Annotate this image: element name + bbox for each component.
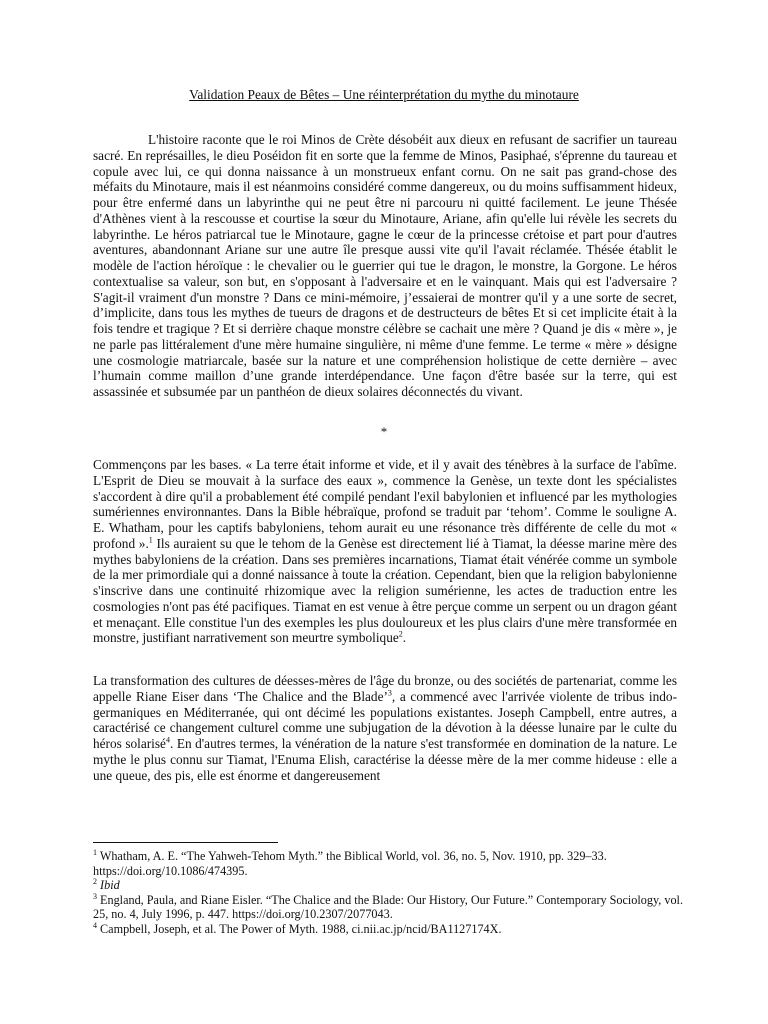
footnote-ref-3[interactable]: 3: [387, 688, 392, 698]
document-title: Validation Peaux de Bêtes – Une réinterprétation du mythe du minotaure: [189, 87, 579, 102]
footnote-mark: 1: [93, 847, 97, 857]
text-run: . En d'autres termes, la vénération de la nature s'est transformée en domination de la nature. Le mythe le plus connu sur Tiamat, l'Enuma Elish, caractérise la déesse mère de la mer comme hideuse : elle a une queue, des pis, elle est énorme et dangereusement: [93, 736, 677, 783]
footnote-mark: 2: [93, 877, 97, 887]
paragraph-tiamat: [93, 457, 677, 646]
footnote-text: Ibid: [100, 878, 120, 893]
footnote-ref-1[interactable]: 1: [148, 535, 153, 545]
paragraph-text: [93, 673, 677, 783]
section-separator: *: [380, 424, 388, 439]
footnote-text: England, Paula, and Riane Eisler. “The Chalice and the Blade: Our History, Our Future.” Contemporary Sociology, vol. 25, no. 4, July 1996, p. 447. https://doi.org/10.2307/2077043.: [93, 892, 683, 922]
text-run: .: [402, 630, 407, 646]
footnote-mark: 4: [93, 920, 97, 930]
text-run: La transformation des cultures de déesses-mères de l'âge du bronze, ou des sociétés de partenariat, comme les appelle Riane Eiser dans ‘The Chalice and the Blade’: [93, 673, 677, 704]
text-run: , a commencé avec l'arrivée violente de tribus indo-germaniques en Méditerranée, qui ont décimé les populations existantes. Joseph Campbell, entre autres, a caractérisé ce changement culturel comme une subjugation de la dévotion à la déesse lunaire par le culte du héros solarisé: [93, 688, 678, 751]
paragraph-text: L'histoire raconte que le roi Minos de Crète désobéit aux dieux en refusant de sacrifier un taureau sacré. En représailles, le dieu Poséidon fit en sorte que la femme de Minos, Pasiphaé, s'éprenne du taureau et copule avec lui, ce qui donna naissance à un monstrueux enfant cornu. On ne sait pas grand-chose des méfaits du Minotaure, mais il est néanmoins considéré comme dangereux, ou du moins suffisamment hideux, pour être enfermé dans un labyrinthe qui ne peut être ni parcouru ni quitté facilement. Le jeune Thésée d'Athènes vient à la rescousse et courtise la sœur du Minotaure, Ariane, afin qu'elle lui révèle les secrets du labyrinthe. Le héros patriarcal tue le Minotaure, gagne le cœur de la princesse crétoise et part pour d'autres aventures, abandonnant Ariane sur une autre île presque aussi vite qu'il l'avait réclamée. Thésée établit le modèle de l'action héroïque : le chevalier ou le guerrier qui tue le dragon, le monstre, la Gorgone. Le héros contextualise sa valeur, son but, en s'opposant à l'adversaire et en le vainquant. Mais qui est l'adversaire ? S'agit-il vraiment d'un monstre ? Dans ce mini-mémoire, j’essaierai de montrer qu'il y a une sorte de secret, d’implicite, dans tous les mythes de tueurs de dragons et de destructeurs de bêtes Et si cet implicite était à la fois tendre et tragique ? Et si derrière chaque monstre célèbre se cachait une mère ? Quand je dis « mère », je ne parle pas littéralement d'une mère humaine singulière, ni même d'une femme. Le terme « mère » désigne une cosmologie matriarcale, basée sur la nature et une compréhension holistique de cette dernière – avec l’humain comme maillon d’une grande interdépendance. Une façon d'être basée sur la terre, qui est assassinée et subsumée par un panthéon de dieux solaires déconnectés du vivant.: [93, 132, 677, 399]
footnote-divider: [93, 842, 278, 843]
footnote-1: [93, 849, 683, 878]
footnote-ref-4[interactable]: 4: [165, 735, 170, 745]
paragraph-minotaur-myth: [93, 132, 677, 400]
paragraph-text: [93, 457, 677, 646]
footnote-text: Campbell, Joseph, et al. The Power of Myth. 1988, ci.nii.ac.jp/ncid/BA1127174X.: [100, 921, 502, 936]
footnote-mark: 3: [93, 891, 97, 901]
text-run: Ils auraient su que le tehom de la Genèse est directement lié à Tiamat, la déesse marine mère des mythes babyloniens de la création. Dans ses premières incarnations, Tiamat était vénérée comme un symbole de la mer primordiale qui a donné naissance à toute la création. Cependant, bien que la religion babylonienne s'inscrive dans une continuité rhizomique avec la religion sumérienne, les actes de traduction entre les cosmologies n'ont pas été pacifiques. Tiamat en est venue à être perçue comme un serpent ou un dragon géant et menaçant. Elle constitue l'un des exemples les plus douloureux et les plus clairs d'une mère transformée en monstre, justifiant narrativement son meurtre symbolique: [93, 535, 677, 646]
text-run: Commençons par les bases. « La terre était informe et vide, et il y avait des ténèbres à la surface de l'abîme. L'Esprit de Dieu se mouvait à la surface des eaux », commence la Genèse, un texte dont les spécialistes s'accordent à dire qu'il a probablement été compilé pendant l'exil babylonien et influencé par les mythologies sumériennes environnantes. Dans la Bible hébraïque, profond se traduit par ‘tehom’. Comme le souligne A. E. Whatham, pour les captifs babyloniens, tehom aurait eu une résonance très différente de celle du mot « profond ».: [93, 457, 677, 551]
footnote-2: [93, 878, 683, 893]
footnote-4: [93, 922, 683, 937]
footnote-text: Whatham, A. E. “The Yahweh-Tehom Myth.” the Biblical World, vol. 36, no. 5, Nov. 1910, pp. 329–33. https://doi.org/10.1086/474395.: [93, 849, 607, 878]
footnote-3: [93, 893, 683, 922]
footnotes-section: [93, 849, 683, 937]
footnote-ref-2[interactable]: 2: [398, 629, 403, 639]
paragraph-transformation: [93, 673, 677, 783]
